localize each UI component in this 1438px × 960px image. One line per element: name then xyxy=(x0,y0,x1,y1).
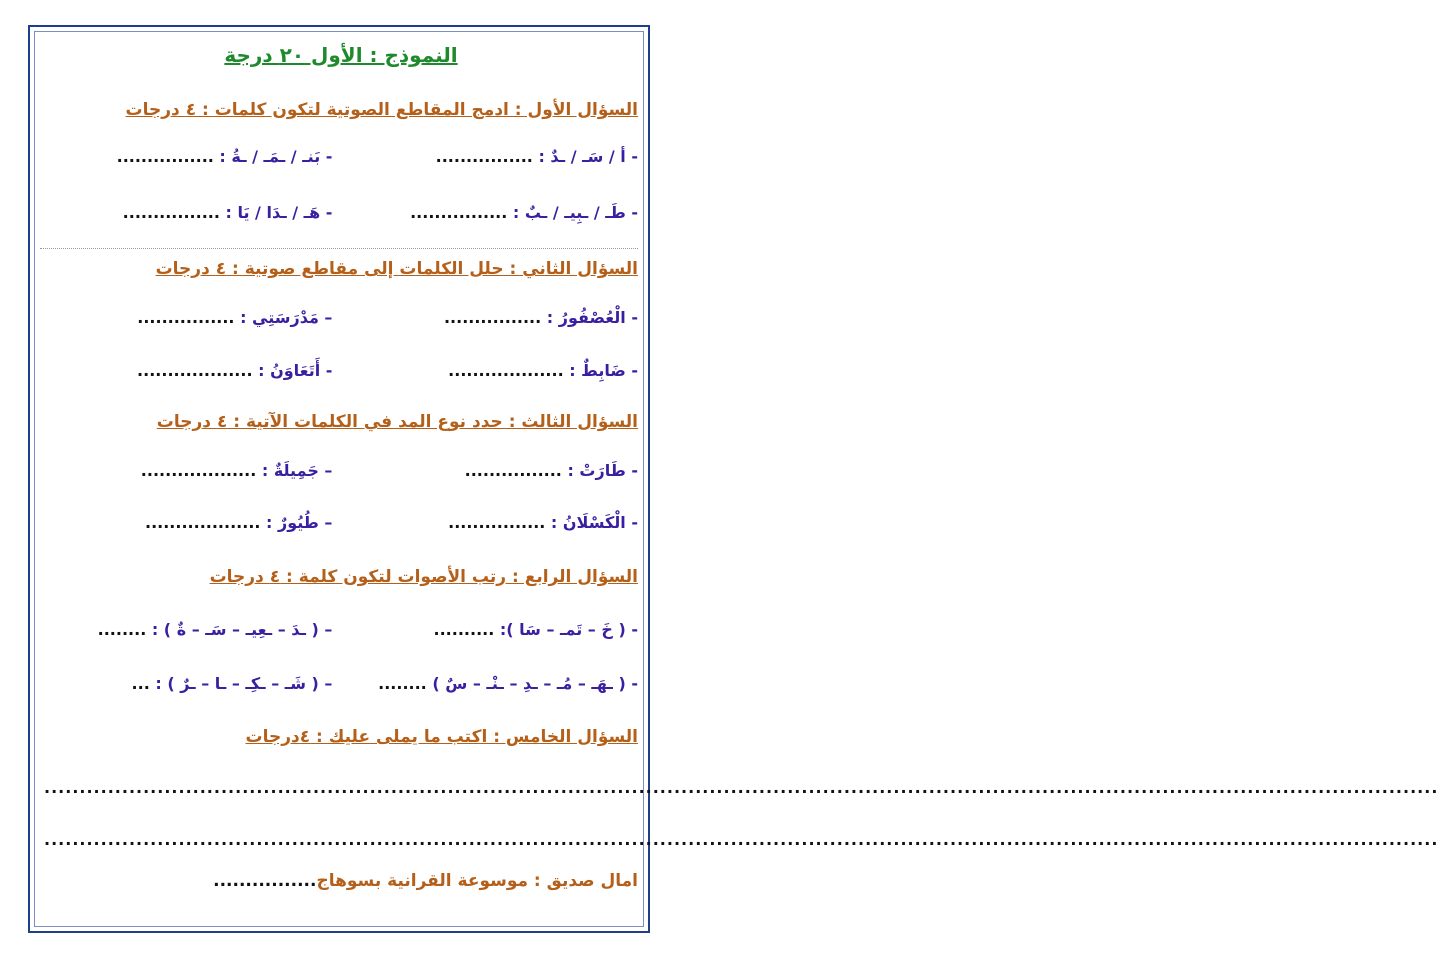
q4-item-4: – ( شَـ – ـكِـ – ـا – ـرٌ ) : xyxy=(149,674,333,693)
answer-blank: ........ xyxy=(97,620,147,639)
q3-item-1: - طَارَتْ : xyxy=(561,461,638,480)
answer-blank: ................... xyxy=(137,361,253,380)
q4-item-1: - ( خَ – تَمـ – سَا ): xyxy=(494,620,638,639)
divider xyxy=(40,248,638,249)
answer-blank: ........ xyxy=(378,674,427,693)
q1-item-4: - هَـ / ـدَا / يَا : xyxy=(219,203,333,222)
q3-row-1 xyxy=(44,461,638,480)
q1-item-1: - أ / سَـ / ـدٌ : xyxy=(532,147,638,166)
q3-item-2: – جَمِيلَةٌ : xyxy=(256,461,333,480)
q4-item-3: - ( ـهَـ – مُـ – ـدِ – ـنْـ – سٌ ) xyxy=(426,674,638,693)
q1-item-3: - طَـ / ـبِيـ / ـبٌ : xyxy=(507,203,638,222)
answer-line-2: ..................................................................................................................................................................................................... xyxy=(44,830,1438,849)
q1-row-1 xyxy=(44,147,638,166)
q2-item-2: – مَدْرَسَتِي : xyxy=(234,308,333,327)
q2-item-1: - الْعُصْفُورُ : xyxy=(541,308,638,327)
answer-blank: .......... xyxy=(433,620,495,639)
q2-item-3: - ضَابِطٌ : xyxy=(563,361,638,380)
answer-blank: ................... xyxy=(140,461,257,480)
q4-row-1 xyxy=(44,620,638,639)
answer-blank: ................ xyxy=(435,147,533,166)
answer-line-1: ..................................................................................................................................................................................................... xyxy=(44,778,1438,797)
answer-blank: ................... xyxy=(448,361,564,380)
q3-item-3: - الْكَسْلَانُ : xyxy=(545,513,638,532)
q3-heading: السؤال الثالث : حدد نوع المد في الكلمات الآتية : ٤ درجات xyxy=(156,412,638,432)
answer-blank: ... xyxy=(131,674,150,693)
q1-row-2 xyxy=(44,203,638,222)
answer-blank: ................ xyxy=(464,461,562,480)
q3-item-4: – طُيُورٌ : xyxy=(260,513,333,532)
q4-row-2 xyxy=(44,674,638,693)
q1-heading: السؤال الأول : ادمج المقاطع الصوتية لتكون كلمات : ٤ درجات xyxy=(125,100,638,120)
page-title: النموذج : الأول ٢٠ درجة xyxy=(224,43,458,67)
answer-blank: ................ xyxy=(443,308,542,327)
footer-credit xyxy=(44,871,638,891)
q3-row-2 xyxy=(44,513,638,532)
footer-dots: ................ xyxy=(213,871,317,891)
answer-blank: ................ xyxy=(448,513,546,532)
answer-blank: ................... xyxy=(144,513,261,532)
q5-heading: السؤال الخامس : اكتب ما يملى عليك : ٤درجات xyxy=(245,727,638,747)
answer-blank: ................ xyxy=(410,203,508,222)
q2-row-1 xyxy=(44,308,638,327)
q4-item-2: – ( ـدَ – ـعِيـ – سَـ – ةٌ ) : xyxy=(146,620,333,639)
answer-blank: ................ xyxy=(122,203,220,222)
q2-heading: السؤال الثاني : حلل الكلمات إلى مقاطع صوتية : ٤ درجات xyxy=(155,259,638,279)
q1-item-2: - بَنـ / ـمَـ / ـةُ : xyxy=(213,147,333,166)
footer-text: امال صديق : موسوعة القرانية بسوهاج xyxy=(316,871,638,891)
q2-item-4: - أَتَعَاوَنُ : xyxy=(252,361,333,380)
q4-heading: السؤال الرابع : رتب الأصوات لتكون كلمة : ٤ درجات xyxy=(209,567,638,587)
answer-blank: ................ xyxy=(116,147,214,166)
q2-row-2 xyxy=(44,361,638,380)
answer-blank: ................ xyxy=(137,308,235,327)
